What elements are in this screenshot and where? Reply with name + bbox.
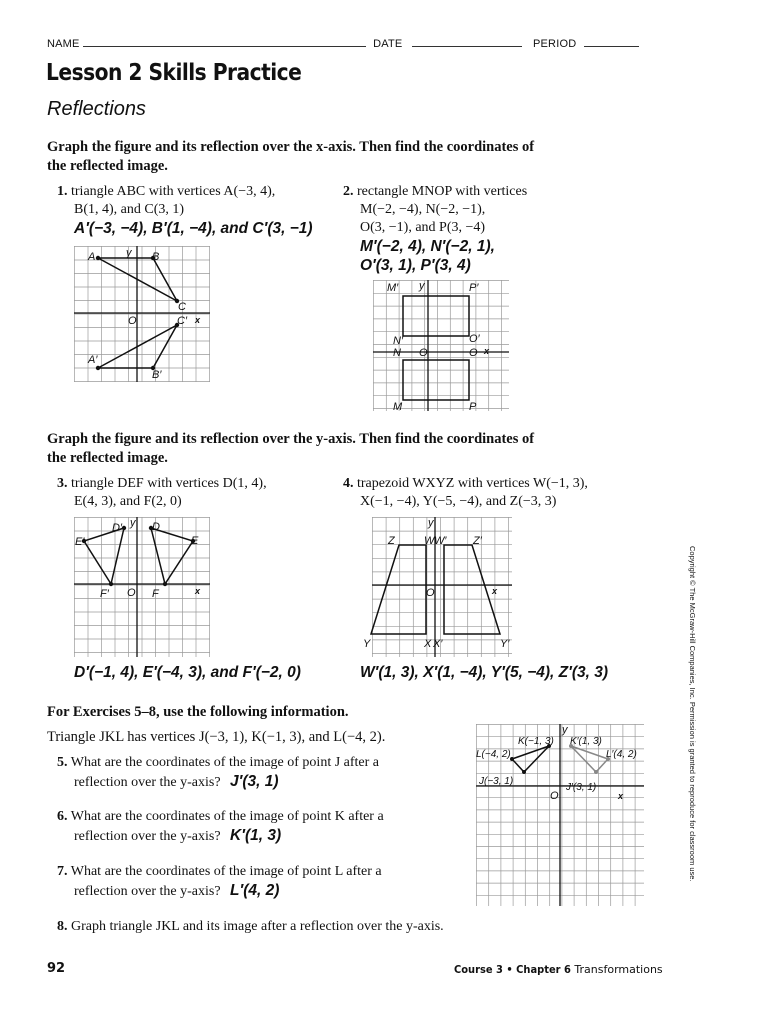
problem-number: 4. <box>343 476 354 491</box>
label-m: M <box>393 401 403 413</box>
problem-5-line1: What are the coordinates of the image of point J after a <box>70 755 380 770</box>
problem-number: 3. <box>57 476 68 491</box>
problem-2-line3: O(3, −1), and P(3, −4) <box>360 220 486 235</box>
graph-2 <box>373 280 509 411</box>
label-origin: O <box>127 587 136 599</box>
problem-7-line2: reflection over the y-axis? <box>74 884 221 899</box>
label-e-prime: E′ <box>75 536 85 548</box>
label-f: F <box>152 588 159 600</box>
footer-topic: Transformations <box>574 963 663 976</box>
problem-3-line2: E(4, 3), and F(2, 0) <box>74 494 182 509</box>
label-x: x <box>195 586 201 596</box>
label-y: y <box>126 247 132 259</box>
problem-4-line2: X(−1, −4), Y(−5, −4), and Z(−3, 3) <box>360 494 557 509</box>
label-w: W <box>424 535 435 547</box>
label-origin: O <box>419 347 428 359</box>
problem-5-answer: J′(3, 1) <box>230 773 279 790</box>
label-y: y <box>562 724 568 736</box>
label-y: y <box>428 517 434 529</box>
problem-5-line2: reflection over the y-axis? <box>74 775 221 790</box>
problem-4-line1: trapezoid WXYZ with vertices W(−1, 3), <box>357 476 588 491</box>
label-n: N <box>393 347 401 359</box>
label-l-prime: L′(4, 2) <box>606 749 637 760</box>
point-d-prime <box>122 526 126 530</box>
triangle-def-image <box>84 528 124 584</box>
footer-course-label: Course 3 • Chapter 6 <box>453 963 571 976</box>
label-j-prime: J′(3, 1) <box>566 782 597 793</box>
problem-4 <box>343 475 588 511</box>
label-x-prime: X′ <box>433 638 443 650</box>
label-o: O <box>469 347 478 359</box>
label-f-prime: F′ <box>100 588 109 600</box>
problem-2-answer-1: M′(−2, 4), N′(−2, 1), <box>360 238 495 255</box>
problem-number: 8. <box>57 919 68 934</box>
label-origin: O <box>128 315 137 327</box>
label-origin: O <box>550 790 559 802</box>
section2-instruction: Graph the figure and its reflection over the y-axis. Then find the coordinates of the reflected image. <box>47 431 535 466</box>
graph-4 <box>363 517 512 657</box>
label-z: Z <box>388 535 395 547</box>
problem-4-answer: W′(1, 3), X′(1, −4), Y′(5, −4), Z′(3, 3) <box>360 664 609 681</box>
label-n-prime: N′ <box>393 335 404 347</box>
label-c-prime: C′ <box>177 315 188 327</box>
point-j-prime <box>594 770 598 774</box>
label-k: K(−1, 3) <box>518 736 554 747</box>
header-bar <box>47 36 639 50</box>
graph-1 <box>74 246 210 382</box>
section3-info: Triangle JKL has vertices J(−3, 1), K(−1, 3), and L(−4, 2). <box>47 729 386 745</box>
name-label: NAME <box>47 38 80 50</box>
problem-7-answer: L′(4, 2) <box>230 882 280 899</box>
problem-2 <box>343 183 527 237</box>
rectangle-mnop-image <box>403 296 469 336</box>
point-a <box>96 256 100 260</box>
graph-5 <box>476 724 644 906</box>
problem-7-line1: What are the coordinates of the image of point L after a <box>70 864 382 879</box>
label-b-prime: B′ <box>152 369 162 381</box>
problem-8-text: Graph triangle JKL and its image after a reflection over the y-axis. <box>71 919 444 934</box>
copyright-notice: Copyright © The McGraw-Hill Companies, Inc. Permission is granted to reproduce for classroom use. <box>688 546 697 882</box>
point-a-prime <box>96 366 100 370</box>
label-o-prime: O′ <box>469 333 480 345</box>
problem-1 <box>57 183 275 219</box>
section1-instruction: Graph the figure and its reflection over the x-axis. Then find the coordinates of the reflected image. <box>47 139 535 174</box>
label-m-prime: M′ <box>387 282 399 294</box>
period-label: PERIOD <box>532 38 577 50</box>
problem-1-line1: triangle ABC with vertices A(−3, 4), <box>71 184 276 199</box>
problem-5 <box>57 754 379 792</box>
point-j <box>522 770 526 774</box>
problem-number: 7. <box>57 864 68 879</box>
problem-7 <box>57 863 382 901</box>
point-f <box>163 582 167 586</box>
problem-1-answer: A′(−3, −4), B′(1, −4), and C′(3, −1) <box>74 220 313 237</box>
problem-number: 2. <box>343 184 354 199</box>
problem-2-answer-2: O′(3, 1), P′(3, 4) <box>360 257 471 274</box>
label-b: B <box>152 251 160 263</box>
label-c: C <box>178 301 186 313</box>
footer-course <box>441 963 663 976</box>
problem-8 <box>57 918 444 936</box>
label-y-vertex: Y <box>363 638 371 650</box>
triangle-jkl <box>512 746 549 772</box>
label-e: E <box>191 535 199 547</box>
problem-2-line1: rectangle MNOP with vertices <box>357 184 528 199</box>
date-blank[interactable] <box>412 36 522 47</box>
label-x: x <box>484 346 490 356</box>
label-a: A <box>88 251 96 263</box>
problem-6-line2: reflection over the y-axis? <box>74 829 221 844</box>
label-origin: O <box>426 587 435 599</box>
problem-1-line2: B(1, 4), and C(3, 1) <box>74 202 185 217</box>
problem-number: 1. <box>57 184 68 199</box>
label-y: y <box>130 517 136 529</box>
label-z-prime: Z′ <box>473 535 482 547</box>
label-j: J(−3, 1) <box>479 776 514 787</box>
label-y-prime: Y′ <box>500 638 510 650</box>
section3-instruction: For Exercises 5–8, use the following information. <box>47 704 349 720</box>
problem-6-line1: What are the coordinates of the image of point K after a <box>70 809 384 824</box>
rectangle-mnop <box>403 360 469 400</box>
problem-number: 5. <box>57 755 68 770</box>
period-blank[interactable] <box>584 36 639 47</box>
page-subtitle: Reflections <box>47 98 146 120</box>
label-p-prime: P′ <box>469 282 479 294</box>
label-l: L(−4, 2) <box>476 749 511 760</box>
label-d: D <box>152 521 160 533</box>
triangle-jkl-image <box>571 746 608 772</box>
problem-2-line2: M(−2, −4), N(−2, −1), <box>360 202 486 217</box>
label-x: x <box>195 315 201 325</box>
graph-3 <box>74 517 210 657</box>
problem-6 <box>57 808 384 846</box>
point-f-prime <box>109 582 113 586</box>
label-k-prime: K′(1, 3) <box>570 736 602 747</box>
label-p: P <box>469 401 477 413</box>
problem-3-line1: triangle DEF with vertices D(1, 4), <box>71 476 267 491</box>
label-a-prime: A′ <box>88 354 98 366</box>
date-label: DATE <box>373 38 403 50</box>
label-x: x <box>492 586 498 596</box>
label-x: x <box>618 791 624 801</box>
label-w-prime: W′ <box>434 535 447 547</box>
label-y: y <box>419 280 425 292</box>
problem-6-answer: K′(1, 3) <box>230 827 282 844</box>
page-number: 92 <box>47 961 66 976</box>
label-x-vertex: X <box>424 638 432 650</box>
page-title: Lesson 2 Skills Practice <box>46 60 302 86</box>
triangle-def <box>151 528 193 584</box>
problem-3-answer: D′(−1, 4), E′(−4, 3), and F′(−2, 0) <box>74 664 301 681</box>
problem-number: 6. <box>57 809 68 824</box>
label-d-prime: D′ <box>112 522 123 534</box>
problem-3 <box>57 475 267 511</box>
name-blank[interactable] <box>83 36 366 47</box>
